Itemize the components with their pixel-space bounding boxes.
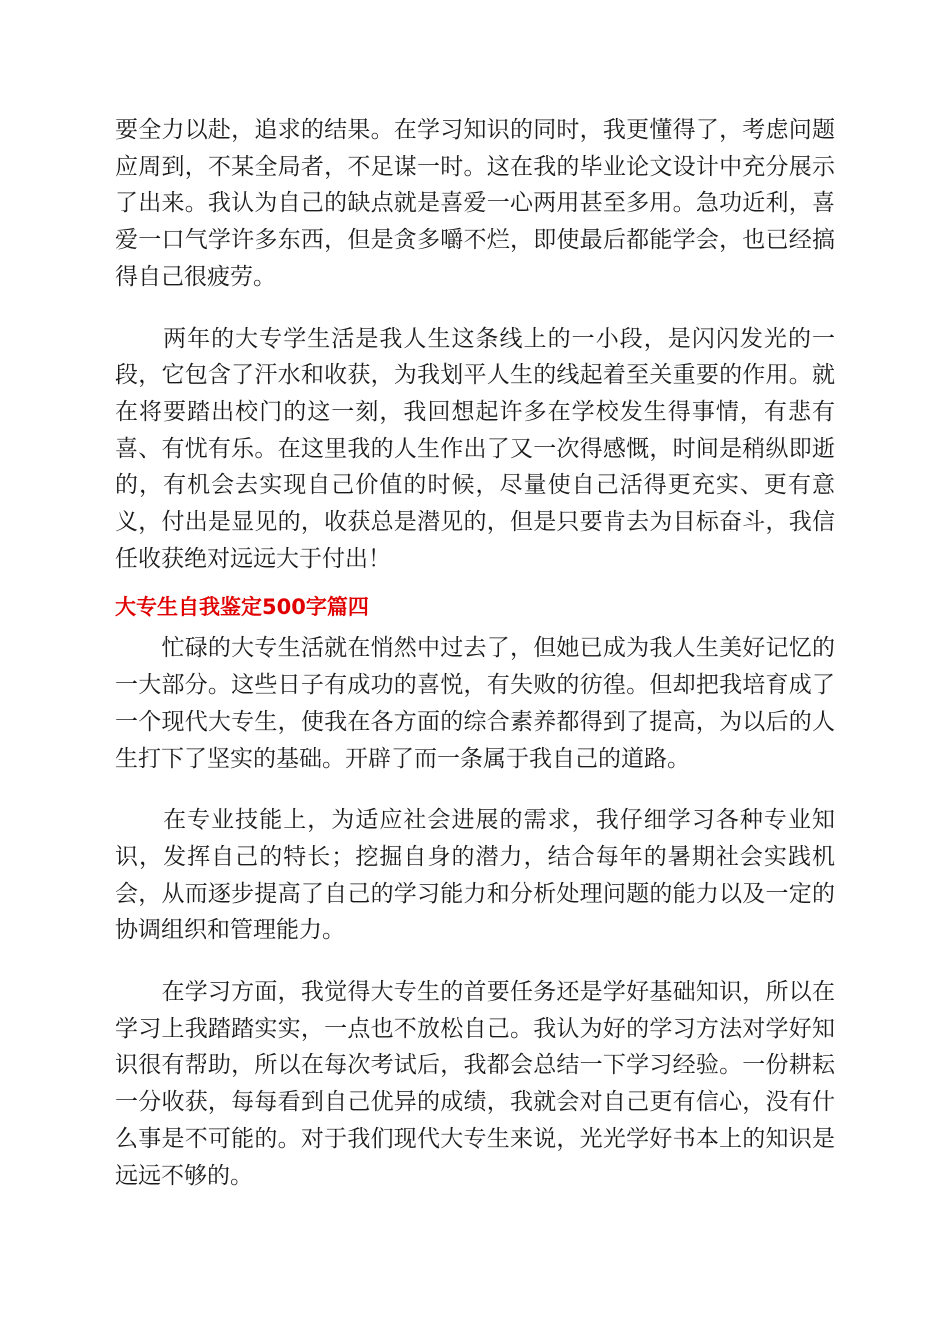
paragraph-busy-life: 忙碌的大专生活就在悄然中过去了，但她已成为我人生美好记忆的一大部分。这些日子有成功的喜悦，有失败的彷徨。但却把我培育成了一个现代大专生，使我在各方面的综合素养都得到了提高，为以后的人生打下了坚实的基础。开辟了而一条属于我自己的道路。 bbox=[115, 635, 835, 772]
paragraph-continued: 要全力以赴，追求的结果。在学习知识的同时，我更懂得了，考虑问题应周到，不某全局者，不足谋一时。这在我的毕业论文设计中充分展示了出来。我认为自己的缺点就是喜爱一心两用甚至多用。急功近利，喜爱一口气学许多东西，但是贪多嚼不烂，即使最后都能学会，也已经搞得自己很疲劳。 bbox=[115, 117, 835, 290]
paragraph-two-years: 两年的大专学生活是我人生这条线上的一小段，是闪闪发光的一段，它包含了汗水和收获，为我划平人生的线起着至关重要的作用。就在将要踏出校门的这一刻，我回想起许多在学校发生得事情，有悲有喜、有忧有乐。在这里我的人生作出了又一次得感慨，时间是稍纵即逝的，有机会去实现自己价值的时候，尽量使自己活得更充实、更有意义，付出是显见的，收获总是潜见的，但是只要肯去为目标奋斗，我信任收获绝对远远大于付出！ bbox=[115, 325, 835, 572]
section-heading: 大专生自我鉴定500字篇四 bbox=[115, 595, 369, 620]
paragraph-professional-skills: 在专业技能上，为适应社会进展的需求，我仔细学习各种专业知识，发挥自己的特长；挖掘自身的潜力，结合每年的暑期社会实践机会，从而逐步提高了自己的学习能力和分析处理问题的能力以及一定的协调组织和管理能力。 bbox=[115, 807, 835, 944]
document-body bbox=[115, 112, 835, 1194]
paragraph-study: 在学习方面，我觉得大专生的首要任务还是学好基础知识，所以在学习上我踏踏实实，一点也不放松自己。我认为好的学习方法对学好知识很有帮助，所以在每次考试后，我都会总结一下学习经验。一份耕耘一分收获，每每看到自己优异的成绩，我就会对自己更有信心，没有什么事是不可能的。对于我们现代大专生来说，光光学好书本上的知识是远远不够的。 bbox=[115, 979, 835, 1189]
